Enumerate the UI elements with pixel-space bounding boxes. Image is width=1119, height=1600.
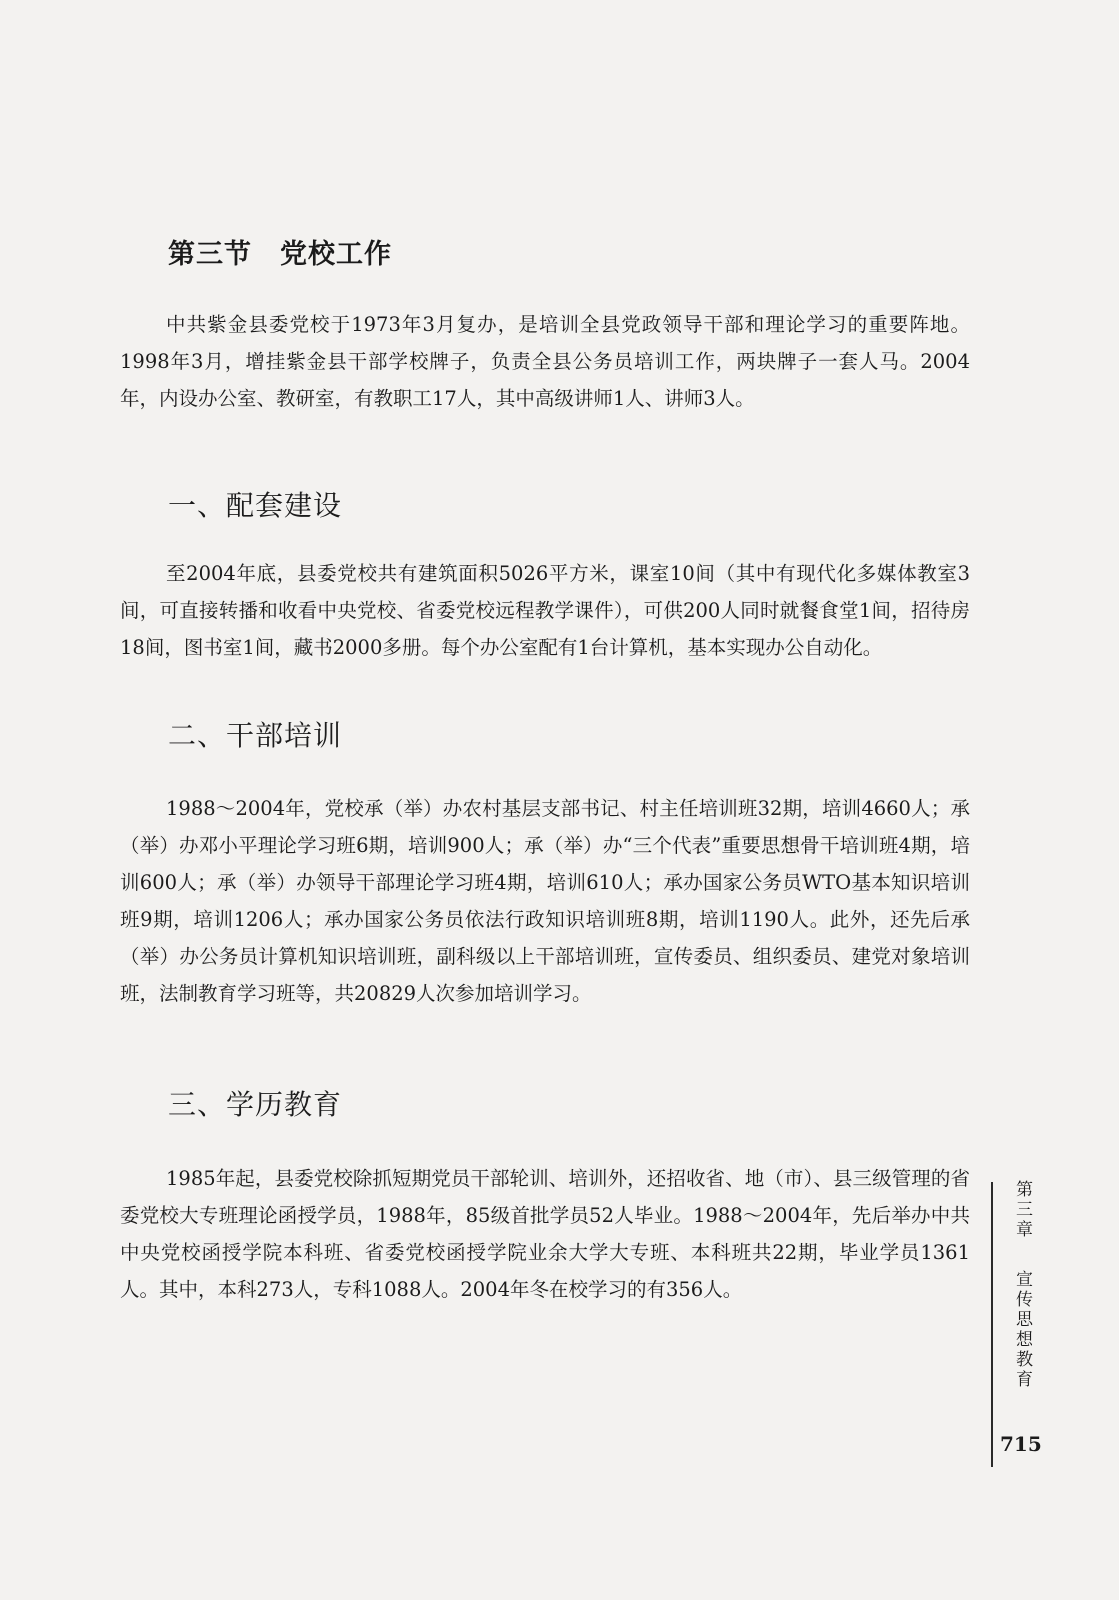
subsection-heading-academic-education: 三、学历教育 (168, 1088, 343, 1121)
subsection-paragraph-academic-education: 1985年起，县委党校除抓短期党员干部轮训、培训外，还招收省、地（市）、县三级管理的省委党校大专班理论函授学员，1988年，85级首批学员52人毕业。1988～2004年，先后举办中共中央党校函授学院本科班、省委党校函授学院业余大学大专班、本科班共22期，毕业学员1361人。其中，本科273人，专科1088人。2004年冬在校学习的有356人。 (120, 1167, 970, 1301)
intro-paragraph: 中共紫金县委党校于1973年3月复办，是培训全县党政领导干部和理论学习的重要阵地。1998年3月，增挂紫金县干部学校牌子，负责全县公务员培训工作，两块牌子一套人马。2004年，内设办公室、教研室，有教职工17人，其中高级讲师1人、讲师3人。 (120, 313, 970, 410)
chapter-topic: 宣传思想教育 (1012, 1270, 1032, 1390)
subsection-paragraph-cadre-training: 1988～2004年，党校承（举）办农村基层支部书记、村主任培训班32期，培训4660人；承（举）办邓小平理论学习班6期，培训900人；承（举）办“三个代表”重要思想骨干培训班4期，培训600人；承（举）办领导干部理论学习班4期，培训610人；承办国家公务员WTO基本知识培训班9期，培训1206人；承办国家公务员依法行政知识培训班8期，培训1190人。此外，还先后承（举）办公务员计算机知识培训班，副科级以上干部培训班，宣传委员、组织委员、建党对象培训班，法制教育学习班等，共20829人次参加培训学习。 (120, 797, 970, 1005)
subsection-heading-cadre-training: 二、干部培训 (168, 719, 343, 752)
chapter-label: 第三章 (1012, 1180, 1032, 1240)
section-title: 第三节 党校工作 (168, 239, 392, 270)
subsection-paragraph-facilities: 至2004年底，县委党校共有建筑面积5026平方米，课室10间（其中有现代化多媒体教室3间，可直接转播和收看中央党校、省委党校远程教学课件），可供200人同时就餐食堂1间，招待房18间，图书室1间，藏书2000多册。每个办公室配有1台计算机，基本实现办公自动化。 (120, 562, 970, 659)
sidebar-divider (991, 1182, 993, 1467)
subsection-heading-facilities: 一、配套建设 (168, 489, 343, 522)
page-number: 715 (1000, 1432, 1042, 1456)
